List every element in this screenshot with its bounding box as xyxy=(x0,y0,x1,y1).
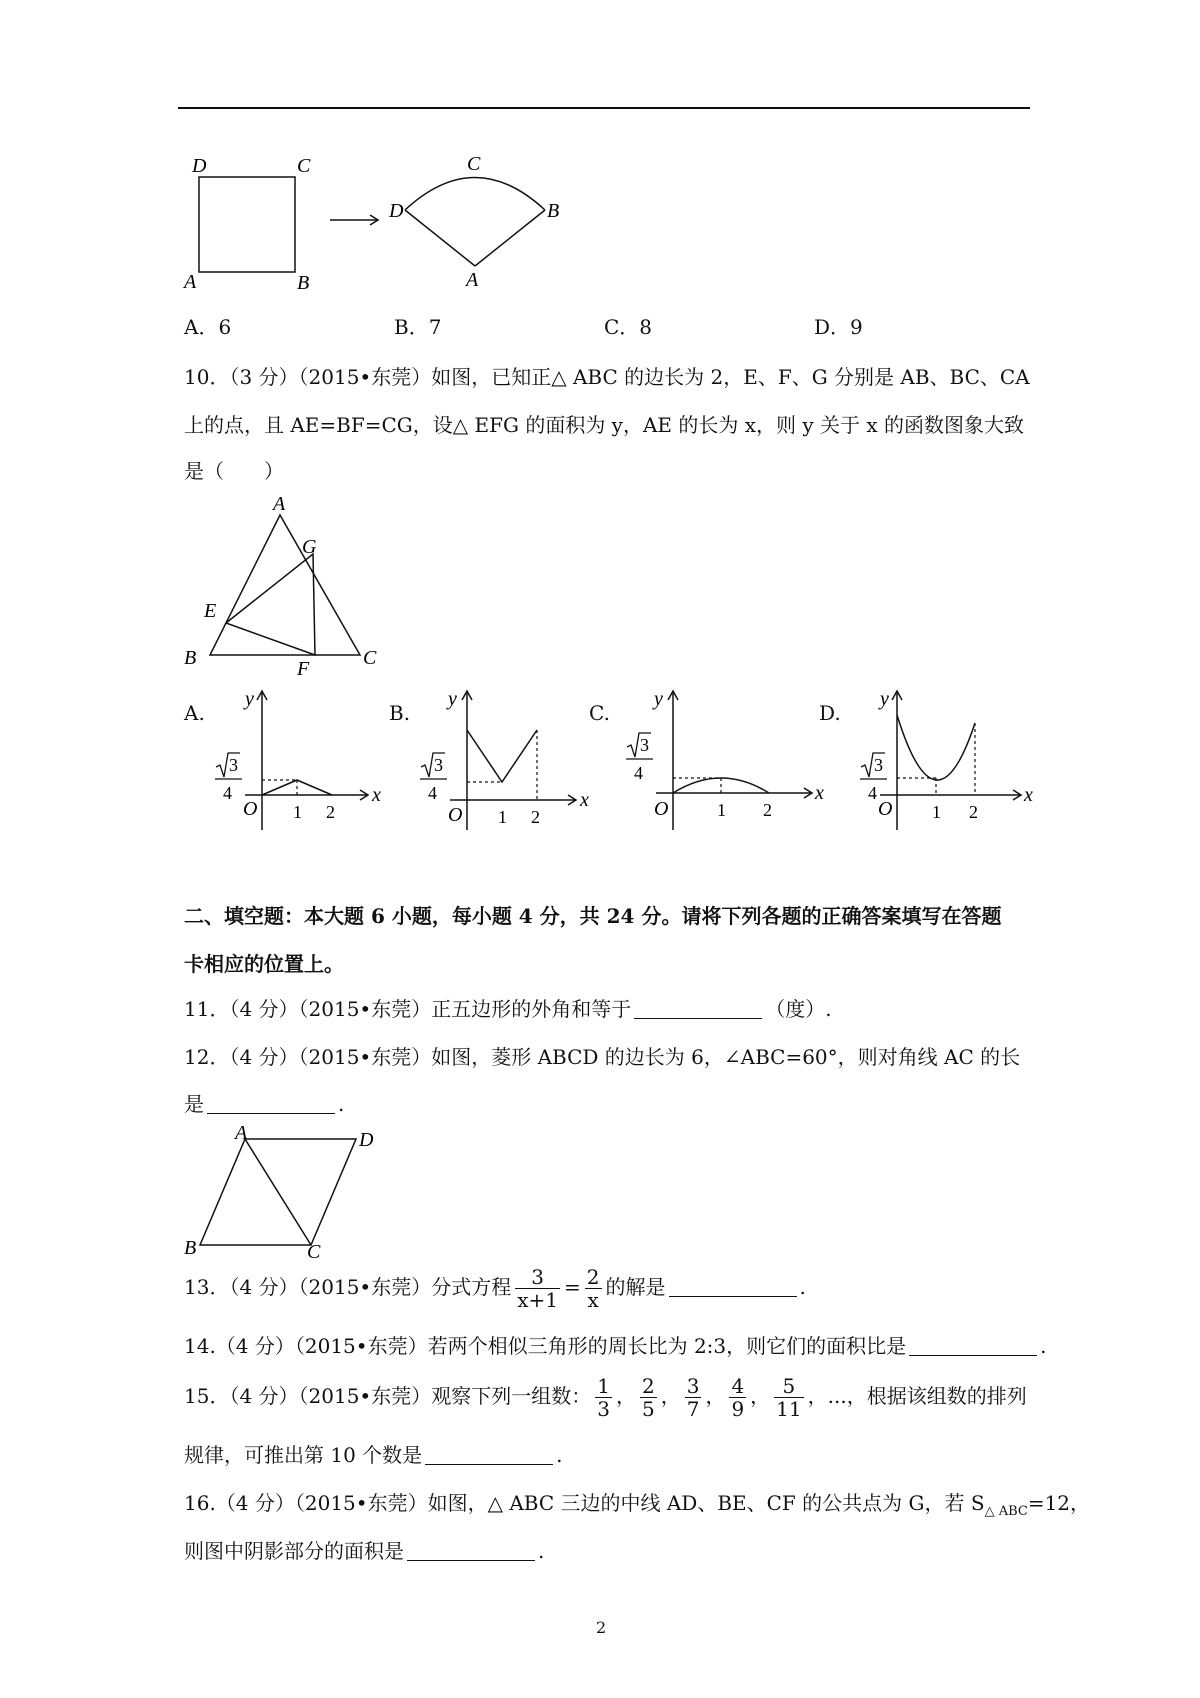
numerator: 1 xyxy=(597,1374,610,1398)
equals-sign: = xyxy=(564,1275,581,1299)
sector-side-ba xyxy=(475,210,545,266)
tick-label-2: 2 xyxy=(763,800,772,820)
q10-graph-d xyxy=(860,685,1040,835)
tick-label-1: 1 xyxy=(717,800,726,820)
q10-line-3: 是（ ） xyxy=(184,459,284,483)
rhombus-label-b: B xyxy=(184,1237,197,1259)
sqrt-value: 3 xyxy=(229,755,238,775)
q9-option-b: B．7 xyxy=(394,315,442,339)
x-label: x xyxy=(1024,784,1033,806)
sqrt-value: 3 xyxy=(874,755,883,775)
triangle-abc xyxy=(210,515,360,655)
section-2-heading-line-2: 卡相应的位置上。 xyxy=(184,952,344,976)
answer-blank[interactable] xyxy=(407,1540,535,1561)
denominator: 7 xyxy=(686,1397,700,1421)
fraction xyxy=(685,1375,702,1420)
origin-label: O xyxy=(654,798,669,820)
denominator: x xyxy=(587,1288,599,1312)
q9-figure xyxy=(170,150,610,300)
q11-tail: （度）. xyxy=(765,997,832,1021)
q10-line-1: 10．（3 分）（2015•东莞）如图，已知正△ ABC 的边长为 2，E、F、G 分别是 AB、BC、CA xyxy=(184,365,1030,389)
x-label: x xyxy=(372,784,381,806)
rhombus-label-d: D xyxy=(359,1129,374,1151)
fraction xyxy=(640,1375,657,1420)
y-label: y xyxy=(654,688,663,710)
square-shape xyxy=(199,177,295,272)
q9-option-a: A．6 xyxy=(184,315,232,339)
fraction xyxy=(729,1375,746,1420)
q16-line-1 xyxy=(184,1489,1090,1526)
q10-line-2: 上的点，且 AE=BF=CG，设△ EFG 的面积为 y，AE 的长为 x，则 y 关于 x 的函数图象大致 xyxy=(184,413,1025,437)
tick-label-2: 2 xyxy=(969,802,978,822)
q16-line-2 xyxy=(184,1537,544,1565)
tri-label-c: C xyxy=(363,647,377,669)
denominator: 9 xyxy=(731,1397,745,1421)
q16-after: =12， xyxy=(1027,1491,1091,1515)
q10-triangle-figure xyxy=(180,495,400,680)
rhombus-label-c: C xyxy=(307,1241,321,1260)
q14-text: 14.（4 分）（2015•东莞）若两个相似三角形的周长比为 2:3，则它们的面积比是 xyxy=(184,1334,907,1358)
fraction-denominator: 4 xyxy=(634,763,643,783)
q12-line-2-text: 是 xyxy=(184,1092,204,1116)
q15-line-2-text: 规律，可推出第 10 个数是 xyxy=(184,1443,423,1467)
tri-label-f: F xyxy=(297,658,310,680)
sector-side-da xyxy=(405,210,475,266)
fraction xyxy=(515,1266,560,1311)
q10-graph-d-label: D. xyxy=(819,701,841,725)
origin-label: O xyxy=(448,804,463,826)
q10-graph-b-label: B. xyxy=(389,701,411,725)
tick-label-2: 2 xyxy=(326,802,335,822)
answer-blank[interactable] xyxy=(634,998,762,1019)
q10-graph-c-label: C. xyxy=(589,701,610,725)
tri-label-g: G xyxy=(302,536,317,558)
numerator: 3 xyxy=(686,1374,700,1398)
q13-end: . xyxy=(799,1275,806,1299)
tick-label-1: 1 xyxy=(293,802,302,822)
q16-subscript: △ ABC xyxy=(984,1504,1028,1519)
y-label: y xyxy=(448,688,457,710)
q12-line-1: 12．（4 分）（2015•东莞）如图，菱形 ABCD 的边长为 6，∠ABC=60°，则对角线 AC 的长 xyxy=(184,1045,1021,1069)
numerator: 2 xyxy=(641,1374,655,1398)
q12-line-2 xyxy=(184,1090,344,1118)
origin-label: O xyxy=(243,798,258,820)
q11 xyxy=(184,995,832,1023)
sqrt-value: 3 xyxy=(640,735,649,755)
q15-text: 15．（4 分）（2015•东莞）观察下列一组数： xyxy=(184,1384,592,1408)
answer-blank[interactable] xyxy=(669,1276,797,1297)
sector-label-b: B xyxy=(547,200,560,222)
square-label-d: D xyxy=(192,155,207,177)
answer-blank[interactable] xyxy=(207,1093,335,1114)
numerator: 4 xyxy=(731,1374,745,1398)
sector-label-d: D xyxy=(389,200,404,222)
sector-arc xyxy=(405,178,545,211)
tick-label-1: 1 xyxy=(498,807,507,827)
fraction-denominator: 4 xyxy=(868,783,877,803)
q16-text: 16.（4 分）（2015•东莞）如图，△ ABC 三边的中线 AD、BE、CF 的公共点为 G，若 S xyxy=(184,1491,985,1515)
y-label: y xyxy=(245,688,254,710)
denominator: x+1 xyxy=(517,1288,558,1312)
function-curve xyxy=(897,715,975,780)
tri-label-b: B xyxy=(184,647,197,669)
q14-tail: . xyxy=(1040,1334,1047,1358)
square-label-c: C xyxy=(297,155,311,177)
tri-label-a: A xyxy=(273,495,286,515)
fraction-denominator: 4 xyxy=(223,783,232,803)
q14 xyxy=(184,1332,1047,1360)
sector-label-a: A xyxy=(466,269,479,291)
page-number: 2 xyxy=(596,1618,607,1637)
fraction xyxy=(774,1375,803,1420)
q16-line-2-text: 则图中阴影部分的面积是 xyxy=(184,1539,404,1563)
x-label: x xyxy=(580,789,589,811)
diagonal-ac xyxy=(245,1139,311,1245)
q16-end: . xyxy=(538,1539,545,1563)
square-label-b: B xyxy=(297,272,310,294)
header-rule xyxy=(178,107,1030,109)
q13-tail: 的解是 xyxy=(605,1275,666,1299)
q15-line-2 xyxy=(184,1441,563,1469)
q13 xyxy=(184,1262,806,1312)
q10-graph-a-label: A. xyxy=(184,701,205,725)
numerator: 5 xyxy=(774,1375,803,1398)
q11-text: 11．（4 分）（2015•东莞）正五边形的外角和等于 xyxy=(184,997,632,1021)
q10-graph-a xyxy=(215,685,395,835)
q15-end: . xyxy=(556,1443,563,1467)
q9-option-c: C．8 xyxy=(604,315,653,339)
tick-label-1: 1 xyxy=(932,802,941,822)
q12-tail: . xyxy=(338,1092,345,1116)
q10-graph-b xyxy=(420,685,600,835)
numerator: 3 xyxy=(515,1266,560,1289)
q9-option-d: D．9 xyxy=(814,315,863,339)
numerator: 2 xyxy=(586,1265,600,1289)
y-label: y xyxy=(880,688,889,710)
q15-tail: ，...，根据该组数的排列 xyxy=(807,1384,1027,1408)
fraction-denominator: 4 xyxy=(428,783,437,803)
denominator: 5 xyxy=(641,1397,655,1421)
sector-label-c: C xyxy=(467,153,481,175)
answer-blank[interactable] xyxy=(425,1444,553,1465)
q12-rhombus-figure xyxy=(180,1125,390,1260)
tick-label-2: 2 xyxy=(531,807,540,827)
fraction xyxy=(585,1266,602,1311)
x-label: x xyxy=(815,782,824,804)
rhombus-label-a: A xyxy=(235,1125,248,1144)
triangle-efg xyxy=(226,554,315,655)
q15: 15．（4 分）（2015•东莞）观察下列一组数： $\frac{1}{3}$ ， $\frac{2}{5}$ ， $\frac{3}{7}$ ， $\frac{4}{9}$ ， $\frac{5}{11}$ ，...，根据该组数的排列 xyxy=(184,1374,1027,1421)
section-2-heading-line-1: 二、填空题：本大题 6 小题，每小题 4 分，共 24 分。请将下列各题的正确答案填写在答题 xyxy=(184,904,1002,928)
answer-blank[interactable] xyxy=(909,1335,1037,1356)
q13-text: 13．（4 分）（2015•东莞）分式方程 xyxy=(184,1275,512,1299)
denominator: 3 xyxy=(597,1397,610,1421)
q10-graph-c xyxy=(626,685,826,835)
fraction xyxy=(595,1375,612,1420)
tri-label-e: E xyxy=(204,600,217,622)
origin-label: O xyxy=(878,798,893,820)
denominator: 11 xyxy=(776,1397,802,1421)
sqrt-value: 3 xyxy=(434,755,443,775)
square-label-a: A xyxy=(184,271,197,293)
function-curve xyxy=(467,730,537,782)
